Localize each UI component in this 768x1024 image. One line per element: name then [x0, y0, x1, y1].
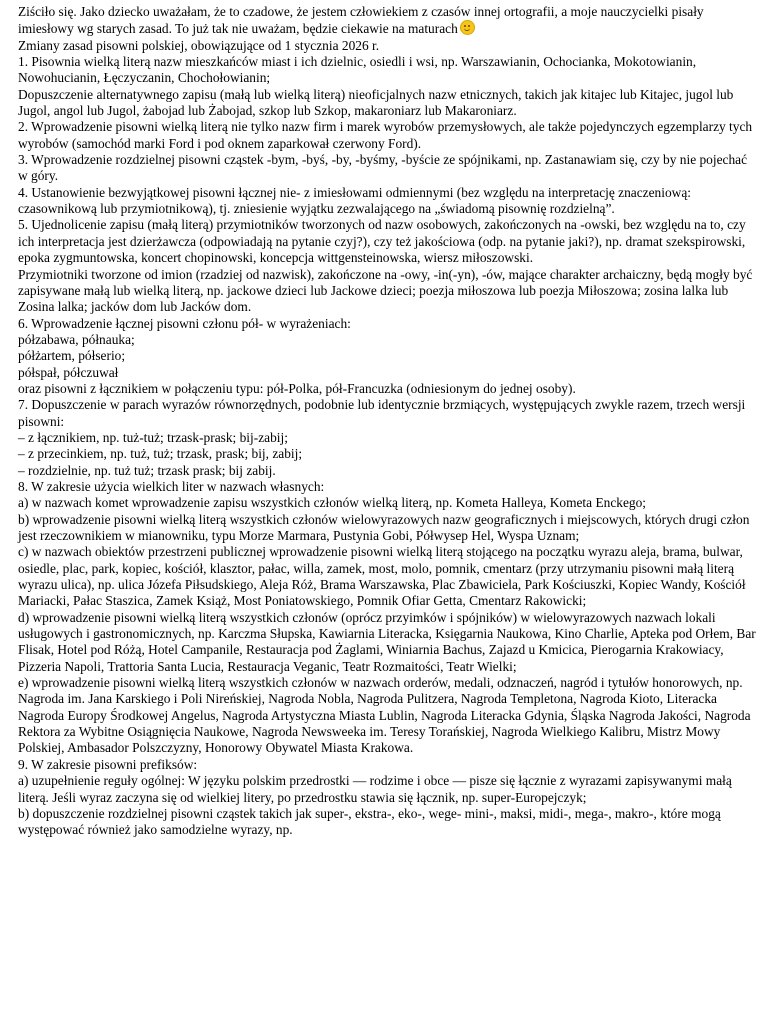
rule-6-example-3: półspał, półczuwał — [18, 364, 119, 380]
rule-6-example-1: półzabawa, półnauka; — [18, 331, 135, 347]
rule-6-note: oraz pisowni z łącznikiem w połączeniu typu: pół-Polka, pół-Francuzka (odniesionym do jednej osoby). — [18, 380, 576, 396]
rule-3: 3. Wprowadzenie rozdzielnej pisowni cząstek -bym, -byś, -by, -byśmy, -byście ze spójnikami, np. Zastanawiam się, czy by nie pojechać w góry. — [18, 152, 748, 184]
rule-5-note: Przymiotniki tworzone od imion (rzadziej od nazwisk), zakończone na -owy, -in(-yn), -ów, mające charakter archaiczny, będą mogły być zapisywane małą lub wielką literą, np. jackowe dzieci lub Jackowe dzieci; poezja miłoszowa lub poezja Miłoszowa; zosina lalka lub Zosina lalka; jacków dom lub Jacków dom. — [18, 266, 753, 315]
rule-8e: e) wprowadzenie pisowni wielką literą wszystkich członów w nazwach orderów, medali, odznaczeń, nagród i tytułów honorowych, np. Nagroda im. Jana Karskiego i Poli Nireńskiej, Nagroda Nobla, Nagroda Pulitzera, Nagroda Templetona, Nagroda Kioto, Literacka Nagroda Europy Środkowej Angelus, Nagroda Artystyczna Miasta Lublin, Nagroda Literacka Gdynia, Śląska Nagroda Jakości, Nagroda Rektora za Wybitne Osiągnięcia Naukowe, Nagroda Newsweeka im. Teresy Torańskiej, Nagroda Wielkiego Kalibru, Mistrz Mowy Polskiej, Ambasador Polszczyzny, Honorowy Obywatel Miasta Krakowa. — [18, 675, 751, 756]
rule-8c: c) w nazwach obiektów przestrzeni publicznej wprowadzenie pisowni wielką literą stojącego na początku wyrazu aleja, brama, bulwar, osiedle, plac, park, kopiec, kościół, klasztor, pałac, willa, zamek, most, molo, pomnik, cmentarz (przy utrzymaniu pisowni małą literą wyrazu ulica), np. ulica Józefa Piłsudskiego, Aleja Róż, Brama Warszawska, Plac Zbawiciela, Park Kościuszki, Kopiec Wandy, Kościół Mariacki, Pałac Staszica, Zamek Książ, Most Poniatowskiego, Pomnik Ofiar Getta, Cmentarz Rakowicki; — [18, 544, 746, 609]
intro-text: Ziściło się. Jako dziecko uważałam, że to czadowe, że jestem człowiekiem z czasów innej ortografii, a moje nauczycielki pisały imiesłowy wg starych zasad. To już tak nie uważam, będzie ciekawie na maturach — [18, 4, 704, 37]
rule-1-note: Dopuszczenie alternatywnego zapisu (małą lub wielką literą) nieoficjalnych nazw etnicznych, takich jak kitajec lub Kitajec, jugol lub Jugol, angol lub Jugol, żabojad lub Żabojad, szkop lub Szkop, makaroniarz lub Makaroniarz. — [18, 86, 734, 119]
heading-line: Zmiany zasad pisowni polskiej, obowiązujące od 1 stycznia 2026 r. — [18, 37, 380, 53]
rule-4: 4. Ustanowienie bezwyjątkowej pisowni łącznej nie- z imiesłowami odmiennymi (bez względu na interpretację znaczeniową: czasownikową lub przymiotnikową), tj. zniesienie wyjątku zezwalającego na „świadomą pisownię rozdzielną”. — [18, 184, 692, 217]
rule-9a: a) uzupełnienie reguły ogólnej: W języku polskim przedrostki — rodzime i obce — pisze się łącznie z wyrazami zapisywanymi małą literą. Jeśli wyraz zaczyna się od wielkiej litery, po przedrostku stawia się łącznik, np. super-Europejczyk; — [18, 773, 732, 805]
rule-6: 6. Wprowadzenie łącznej pisowni członu pół- w wyrażeniach: — [18, 315, 351, 331]
rule-8b: b) wprowadzenie pisowni wielką literą wszystkich członów wielowyrazowych nazw geograficznych i miejscowych, których drugi człon jest rzeczownikiem w mianowniku, typu Morze Marmara, Pustynia Gobi, Półwysep Hel, Wyspa Uznam; — [18, 511, 750, 543]
rule-8d: d) wprowadzenie pisowni wielką literą wszystkich członów (oprócz przyimków i spójników) w wielowyrazowych nazwach lokali usługowych i gastronomicznych, np. Karczma Słupska, Kawiarnia Literacka, Księgarnia Naukowa, Kino Charlie, Apteka pod Orłem, Bar Flisak, Hotel pod Różą, Hotel Campanile, Restauracja pod Żaglami, Winiarnia Bachus, Zajazd u Kmicica, Pierogarnia Krakowiacy, Pizzeria Napoli, Trattoria Santa Lucia, Restauracja Veganic, Teatr Rozmaitości, Teatr Wielki; — [18, 609, 756, 674]
rule-8a: a) w nazwach komet wprowadzenie zapisu wszystkich członów wielką literą, np. Kometa Halleya, Kometa Enckego; — [18, 495, 647, 511]
rule-9: 9. W zakresie pisowni prefiksów: — [18, 756, 198, 772]
rule-6-example-2: półżartem, półserio; — [18, 348, 126, 364]
rule-1: 1. Pisownia wielką literą nazw mieszkańców miast i ich dzielnic, osiedli i wsi, np. Warszawianin, Ochocianka, Mokotowianin, Nowohucianin, Łęczyczanin, Chochołowianin; — [18, 54, 697, 86]
rule-9b: b) dopuszczenie rozdzielnej pisowni cząstek takich jak super-, ekstra-, eko-, wege- mini-, maksi, midi-, mega-, makro-, które mogą występować również jako samodzielne wyrazy, np. — [18, 805, 721, 838]
smiling-face-icon — [460, 20, 475, 35]
rule-8: 8. W zakresie użycia wielkich liter w nazwach własnych: — [18, 478, 325, 494]
rule-7-option-1: – z łącznikiem, np. tuż-tuż; trzask-prask; bij-zabij; — [18, 429, 288, 445]
rule-7-option-3: – rozdzielnie, np. tuż tuż; trzask prask; bij zabij. — [18, 462, 276, 478]
rule-5: 5. Ujednolicenie zapisu (małą literą) przymiotników tworzonych od nazw osobowych, zakończonych na -owski, bez względu na to, czy ich interpretacja jest dzierżawcza (odpowiadają na pytanie czyj?), czy też jakościowa (odp. na pytanie jaki?), np. dramat szekspirowski, epoka zygmuntowska, koncert chopinowski, koncepcja wittgensteinowska, wiersz miłoszowski. — [18, 217, 746, 266]
rule-2: 2. Wprowadzenie pisowni wielką literą nie tylko nazw firm i marek wyrobów przemysłowych, ale także pojedynczych egzemplarzy tych wyrobów (samochód marki Ford i pod oknem zaparkował czerwony Ford). — [18, 119, 753, 151]
rule-7-option-2: – z przecinkiem, np. tuż, tuż; trzask, prask; bij, zabij; — [18, 446, 303, 462]
document-body — [18, 4, 758, 839]
intro-paragraph — [18, 4, 758, 38]
rule-7: 7. Dopuszczenie w parach wyrazów równorzędnych, podobnie lub identycznie brzmiących, występujących zwykle razem, trzech wersji pisowni: — [18, 397, 746, 429]
